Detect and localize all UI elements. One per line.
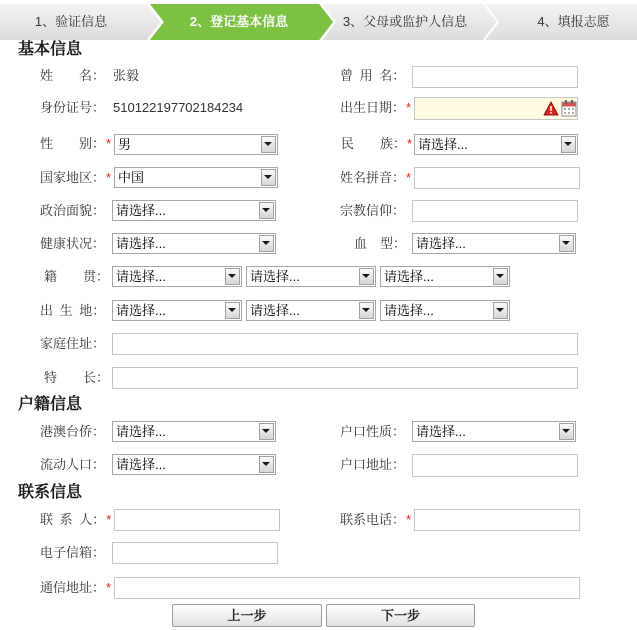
section-title-household: 户籍信息 [18, 396, 83, 413]
hukou-address-input[interactable] [412, 454, 578, 477]
birthplace-province-value: 请选择... [116, 303, 166, 318]
health-select[interactable] [112, 233, 276, 254]
floating-population-select-value: 请选择... [116, 457, 166, 472]
chevron-down-icon[interactable] [261, 169, 276, 186]
birthplace-district-select[interactable] [380, 300, 510, 321]
phone-label [340, 512, 411, 528]
required-mark: * [406, 512, 412, 527]
religion-input[interactable] [412, 200, 578, 222]
contact-person-label-text: 联 系 人： [40, 512, 106, 527]
chevron-down-icon[interactable] [259, 456, 274, 473]
chevron-down-icon[interactable] [259, 202, 274, 219]
native-place-label: 籍 贯： [44, 269, 110, 284]
hk-macao-taiwan-select-value: 请选择... [116, 424, 166, 439]
name-pinyin-label-text: 姓名拼音： [340, 170, 406, 185]
ethnicity-select[interactable] [414, 134, 578, 155]
phone-input[interactable] [414, 509, 580, 531]
next-step-button[interactable]: 下一步 [326, 604, 475, 627]
ethnicity-select-value: 请选择... [418, 137, 468, 152]
political-status-label: 政治面貌： [40, 203, 106, 218]
native-place-province-value: 请选择... [116, 269, 166, 284]
warning-icon [543, 101, 559, 116]
chevron-down-icon[interactable] [259, 423, 274, 440]
home-address-input[interactable] [112, 333, 578, 355]
chevron-down-icon[interactable] [561, 136, 576, 153]
id-number-label: 身份证号： [40, 100, 106, 115]
gender-select[interactable] [114, 134, 278, 155]
name-value: 张毅 [113, 68, 140, 83]
required-mark: * [106, 512, 112, 527]
section-title-contact: 联系信息 [18, 484, 83, 501]
step-4-preferences: 4、填报志愿 [537, 14, 610, 29]
birthplace-province-select[interactable] [112, 300, 242, 321]
chevron-down-icon[interactable] [493, 302, 508, 319]
calendar-icon[interactable] [561, 99, 577, 117]
prev-step-button[interactable]: 上一步 [172, 604, 322, 627]
name-pinyin-input[interactable] [414, 167, 580, 189]
specialty-input[interactable] [112, 367, 578, 389]
religion-label: 宗教信仰： [340, 203, 406, 218]
phone-label-text: 联系电话： [340, 512, 406, 527]
email-label: 电子信箱： [40, 545, 106, 560]
name-label: 姓 名： [40, 68, 106, 83]
gender-select-value: 男 [118, 137, 132, 152]
specialty-label: 特 长： [44, 370, 110, 385]
name-pinyin-label [340, 170, 411, 186]
birth-date-label-text: 出生日期： [340, 100, 406, 115]
mailing-address-label [40, 580, 111, 596]
chevron-down-icon[interactable] [261, 136, 276, 153]
native-place-district-value: 请选择... [384, 269, 434, 284]
mailing-address-label-text: 通信地址： [40, 580, 106, 595]
country-label [40, 170, 111, 186]
birthplace-district-value: 请选择... [384, 303, 434, 318]
chevron-down-icon[interactable] [559, 235, 574, 252]
required-mark: * [106, 136, 112, 151]
former-name-input[interactable] [412, 66, 578, 88]
email-input[interactable] [112, 542, 278, 564]
blood-type-label: 血 型： [354, 236, 407, 251]
hukou-type-select-value: 请选择... [416, 424, 466, 439]
chevron-down-icon[interactable] [559, 423, 574, 440]
birth-date-label [340, 100, 411, 116]
step-2-basic-info: 2、登记基本信息 [189, 14, 289, 29]
former-name-label: 曾 用 名： [340, 68, 406, 83]
floating-population-label: 流动人口： [40, 457, 106, 472]
gender-label [40, 136, 111, 152]
chevron-down-icon[interactable] [359, 302, 374, 319]
contact-person-input[interactable] [114, 509, 280, 531]
hk-macao-taiwan-label: 港澳台侨： [40, 424, 106, 439]
health-label: 健康状况： [40, 236, 106, 251]
required-mark: * [406, 100, 412, 115]
political-status-select[interactable] [112, 200, 276, 221]
ethnicity-label-text: 民 族： [341, 136, 407, 151]
native-place-district-select[interactable] [380, 266, 510, 287]
native-place-city-value: 请选择... [250, 269, 300, 284]
chevron-down-icon[interactable] [225, 302, 240, 319]
native-place-city-select[interactable] [246, 266, 376, 287]
section-title-basic: 基本信息 [18, 41, 83, 58]
blood-type-select[interactable] [412, 233, 576, 254]
hk-macao-taiwan-select[interactable] [112, 421, 276, 442]
gender-label-text: 性 别： [40, 136, 106, 151]
country-select-value: 中国 [118, 170, 145, 185]
chevron-down-icon[interactable] [225, 268, 240, 285]
country-select[interactable] [114, 167, 278, 188]
step-3-guardian-info: 3、父母或监护人信息 [342, 14, 468, 29]
step-1-verify: 1、验证信息 [34, 14, 108, 29]
required-mark: * [406, 170, 412, 185]
hukou-type-label: 户口性质： [340, 424, 406, 439]
birthplace-city-value: 请选择... [250, 303, 300, 318]
id-number-value: 510122197702184234 [113, 100, 244, 115]
step-wizard [0, 4, 637, 40]
chevron-down-icon[interactable] [359, 268, 374, 285]
required-mark: * [407, 136, 413, 151]
native-place-province-select[interactable] [112, 266, 242, 287]
floating-population-select[interactable] [112, 454, 276, 475]
home-address-label: 家庭住址： [40, 336, 106, 351]
health-select-value: 请选择... [116, 236, 166, 251]
mailing-address-input[interactable] [114, 577, 580, 599]
hukou-type-select[interactable] [412, 421, 576, 442]
hukou-address-label: 户口地址： [340, 457, 406, 472]
birthplace-label: 出 生 地： [40, 303, 106, 318]
ethnicity-label [341, 136, 412, 152]
chevron-down-icon[interactable] [259, 235, 274, 252]
country-label-text: 国家地区： [40, 170, 106, 185]
blood-type-select-value: 请选择... [416, 236, 466, 251]
political-status-select-value: 请选择... [116, 203, 166, 218]
required-mark: * [106, 170, 112, 185]
chevron-down-icon[interactable] [493, 268, 508, 285]
birthplace-city-select[interactable] [246, 300, 376, 321]
required-mark: * [106, 580, 112, 595]
contact-person-label [40, 512, 111, 528]
